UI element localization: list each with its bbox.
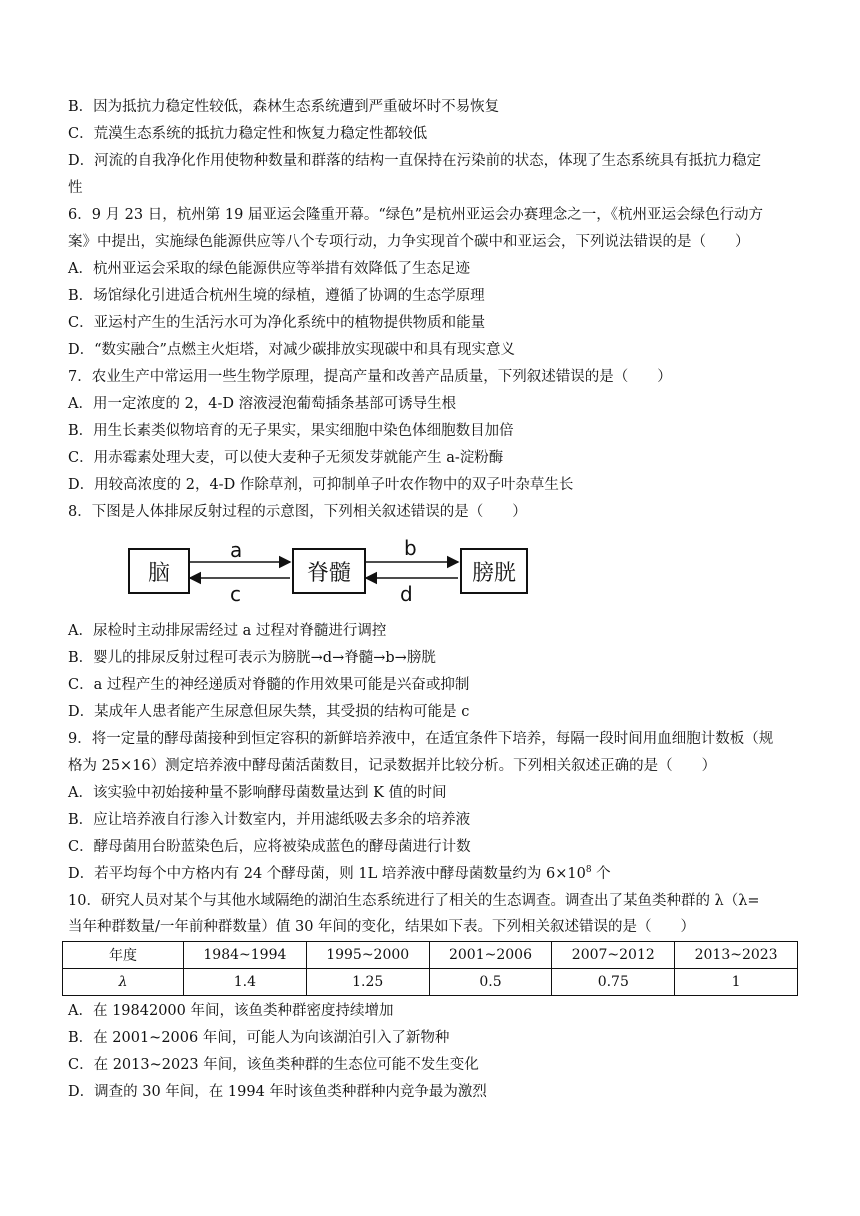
question-10: 10．研究人员对某个与其他水域隔绝的湖泊生态系统进行了相关的生态调查。调查出了某鱼类种群的 λ（λ= (68, 893, 760, 909)
table-header: 年度 (63, 942, 184, 969)
option-6c: C．亚运村产生的生活污水可为净化系统中的植物提供物质和能量 (68, 315, 486, 331)
question-6-cont: 案》中提出，实施绿色能源供应等八个专项行动，力争实现首个碳中和亚运会，下列说法错误的是（ ） (68, 234, 750, 250)
reflex-diagram (118, 538, 538, 610)
table-header: 2001~2006 (429, 942, 552, 969)
option-5d: D．河流的自我净化作用使物种数量和群落的结构一直保持在污染前的状态，体现了生态系统具有抵抗力稳定 (68, 153, 762, 169)
table-cell: 0.5 (429, 969, 552, 996)
table-header: 2007~2012 (552, 942, 675, 969)
option-5b: B．因为抵抗力稳定性较低，森林生态系统遭到严重破坏时不易恢复 (68, 99, 500, 115)
table-row (63, 969, 798, 996)
option-5c: C．荒漠生态系统的抵抗力稳定性和恢复力稳定性都较低 (68, 126, 428, 142)
option-7d: D．用较高浓度的 2，4-D 作除草剂，可抑制单子叶农作物中的双子叶杂草生长 (68, 477, 574, 493)
option-9d: D．若平均每个中方格内有 24 个酵母菌，则 1L 培养液中酵母菌数量约为 $6\times 10^8$ 个 (68, 865, 611, 882)
option-10b: B．在 2001~2006 年间，可能人为向该湖泊引入了新物种 (68, 1030, 450, 1046)
option-5d-cont: 性 (68, 180, 83, 196)
table-cell: λ (63, 969, 184, 996)
option-10c: C．在 2013~2023 年间，该鱼类种群的生态位可能不发生变化 (68, 1057, 479, 1073)
question-8: 8．下图是人体排尿反射过程的示意图，下列相关叙述错误的是（ ） (68, 504, 527, 520)
question-9-cont: 格为 25×16）测定培养液中酵母菌活菌数目，记录数据并比较分析。下列相关叙述正确的是（ ） (68, 758, 717, 774)
option-9c: C．酵母菌用台盼蓝染色后，应将被染成蓝色的酵母菌进行计数 (68, 839, 471, 855)
table-header-row (63, 942, 798, 969)
option-7b: B．用生长素类似物培育的无子果实，果实细胞中染色体细胞数目加倍 (68, 423, 514, 439)
option-10d: D．调查的 30 年间，在 1994 年时该鱼类种群种内竞争最为激烈 (68, 1084, 487, 1100)
table-header: 1995~2000 (306, 942, 429, 969)
table-cell: 1.4 (184, 969, 307, 996)
option-8a: A．尿检时主动排尿需经过 a 过程对脊髓进行调控 (68, 623, 387, 639)
bladder-box: 膀胱 (460, 548, 528, 594)
label-c: c (230, 582, 241, 606)
option-6b: B．场馆绿化引进适合杭州生境的绿植，遵循了协调的生态学原理 (68, 288, 485, 304)
option-6d: D．“数实融合”点燃主火炬塔，对减少碳排放实现碳中和具有现实意义 (68, 342, 515, 358)
question-7: 7．农业生产中常运用一些生物学原理，提高产量和改善产品质量，下列叙述错误的是（ ） (68, 369, 672, 385)
table-cell: 1 (675, 969, 798, 996)
option-8c: C．a 过程产生的神经递质对脊髓的作用效果可能是兴奋或抑制 (68, 677, 470, 693)
option-9b: B．应让培养液自行渗入计数室内，并用滤纸吸去多余的培养液 (68, 812, 471, 828)
table-header: 1984~1994 (184, 942, 307, 969)
table-cell: 0.75 (552, 969, 675, 996)
arrows (118, 538, 538, 610)
label-a: a (230, 538, 243, 562)
option-7c: C．用赤霉素处理大麦，可以使大麦种子无须发芽就能产生 a-淀粉酶 (68, 450, 504, 466)
option-9a: A．该实验中初始接种量不影响酵母菌数量达到 K 值的时间 (68, 785, 447, 801)
question-6: 6．9 月 23 日，杭州第 19 届亚运会隆重开幕。“绿色”是杭州亚运会办赛理念之一，《杭州亚运会绿色行动方 (68, 207, 763, 223)
question-10-cont: 当年种群数量/一年前种群数量）值 30 年间的变化，结果如下表。下列相关叙述错误的是（ ） (68, 919, 696, 935)
label-d: d (400, 582, 413, 606)
table-cell: 1.25 (306, 969, 429, 996)
table-header: 2013~2023 (675, 942, 798, 969)
question-9: 9．将一定量的酵母菌接种到恒定容积的新鲜培养液中，在适宜条件下培养，每隔一段时间用血细胞计数板（规 (68, 731, 774, 747)
spinal-cord-box: 脊髓 (292, 548, 366, 594)
exponent: 8 (585, 865, 592, 876)
label-b: b (404, 536, 417, 560)
lambda-table (62, 941, 798, 996)
brain-box: 脑 (128, 548, 190, 594)
option-8d: D．某成年人患者能产生尿意但尿失禁，其受损的结构可能是 c (68, 704, 470, 720)
option-7a: A．用一定浓度的 2，4-D 溶液浸泡葡萄插条基部可诱导生根 (68, 396, 457, 412)
option-8b: B．婴儿的排尿反射过程可表示为膀胱→d→脊髓→b→膀胱 (68, 650, 436, 666)
option-6a: A．杭州亚运会采取的绿色能源供应等举措有效降低了生态足迹 (68, 261, 470, 277)
option-10a: A．在 19842000 年间，该鱼类种群密度持续增加 (68, 1003, 394, 1019)
